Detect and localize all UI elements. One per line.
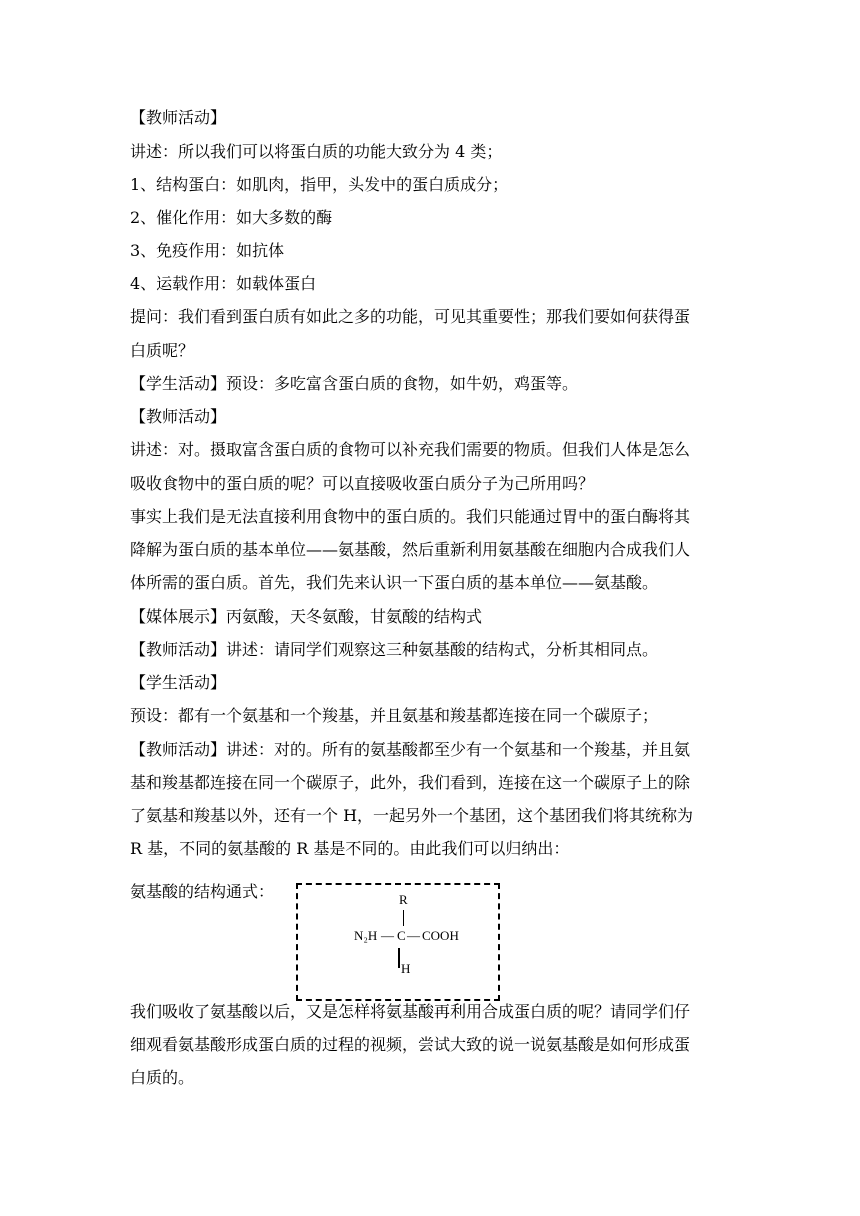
formula-caption: 氨基酸的结构通式： (130, 882, 275, 901)
paragraph: 讲述：所以我们可以将蛋白质的功能大致分为 4 类； (130, 142, 503, 161)
paragraph: 【教师活动】讲述：请同学们观察这三种氨基酸的结构式，分析其相同点。 (130, 640, 659, 659)
hydrogen-atom: H (401, 961, 411, 976)
bond-c-h (398, 948, 400, 968)
paragraph: 2、催化作用：如大多数的酶 (130, 208, 333, 227)
paragraph: 【学生活动】预设：多吃富含蛋白质的食物，如牛奶，鸡蛋等。 (130, 374, 579, 393)
bond-c-r (403, 910, 404, 926)
paragraph: 细观看氨基酸形成蛋白质的过程的视频，尝试大致的说一说氨基酸是如何形成蛋 (130, 1035, 691, 1054)
paragraph: 了氨基和羧基以外，还有一个 H，一起另外一个基团，这个基团我们将其统称为 (130, 806, 694, 825)
paragraph: 讲述：对。摄取富含蛋白质的食物可以补充我们需要的物质。但我们人体是怎么 (130, 440, 691, 459)
paragraph: 预设：都有一个氨基和一个羧基，并且氨基和羧基都连接在同一个碳原子； (130, 706, 659, 725)
paragraph: 【媒体展示】丙氨酸，天冬氨酸，甘氨酸的结构式 (130, 607, 483, 626)
paragraph: 1、结构蛋白：如肌肉，指甲，头发中的蛋白质成分； (130, 175, 509, 194)
amino-group: N₂H (354, 928, 378, 943)
paragraph: 白质呢？ (130, 341, 195, 360)
carboxyl-group: COOH (422, 928, 459, 943)
paragraph: 提问：我们看到蛋白质有如此之多的功能，可见其重要性；那我们要如何获得蛋 (130, 307, 691, 326)
paragraph: 吸收食物中的蛋白质的呢？可以直接吸收蛋白质分子为己所用吗？ (130, 474, 595, 493)
paragraph: 【教师活动】 (130, 108, 227, 127)
paragraph: 【教师活动】讲述：对的。所有的氨基酸都至少有一个氨基和一个羧基，并且氨 (130, 740, 691, 759)
paragraph: 3、免疫作用：如抗体 (130, 241, 285, 260)
paragraph: R 基，不同的氨基酸的 R 基是不同的。由此我们可以归纳出： (130, 839, 570, 858)
paragraph: 【学生活动】 (130, 673, 227, 692)
bond-c-cooh: — (407, 928, 420, 943)
paragraph: 降解为蛋白质的基本单位——氨基酸，然后重新利用氨基酸在细胞内合成我们人 (130, 540, 691, 559)
amino-acid-formula-box (296, 883, 500, 1001)
paragraph: 体所需的蛋白质。首先，我们先来认识一下蛋白质的基本单位——氨基酸。 (130, 573, 659, 592)
carbon-atom: C (397, 928, 406, 943)
r-group: R (399, 892, 408, 907)
paragraph: 白质的。 (130, 1068, 195, 1087)
paragraph: 【教师活动】 (130, 407, 227, 426)
bond-n-c: — (381, 928, 394, 943)
paragraph: 基和羧基都连接在同一个碳原子，此外，我们看到，连接在这一个碳原子上的除 (130, 773, 691, 792)
paragraph: 4、运载作用：如载体蛋白 (130, 274, 317, 293)
paragraph: 事实上我们是无法直接利用食物中的蛋白质的。我们只能通过胃中的蛋白酶将其 (130, 507, 691, 526)
paragraph: 我们吸收了氨基酸以后，又是怎样将氨基酸再利用合成蛋白质的呢？请同学们仔 (130, 1002, 691, 1021)
